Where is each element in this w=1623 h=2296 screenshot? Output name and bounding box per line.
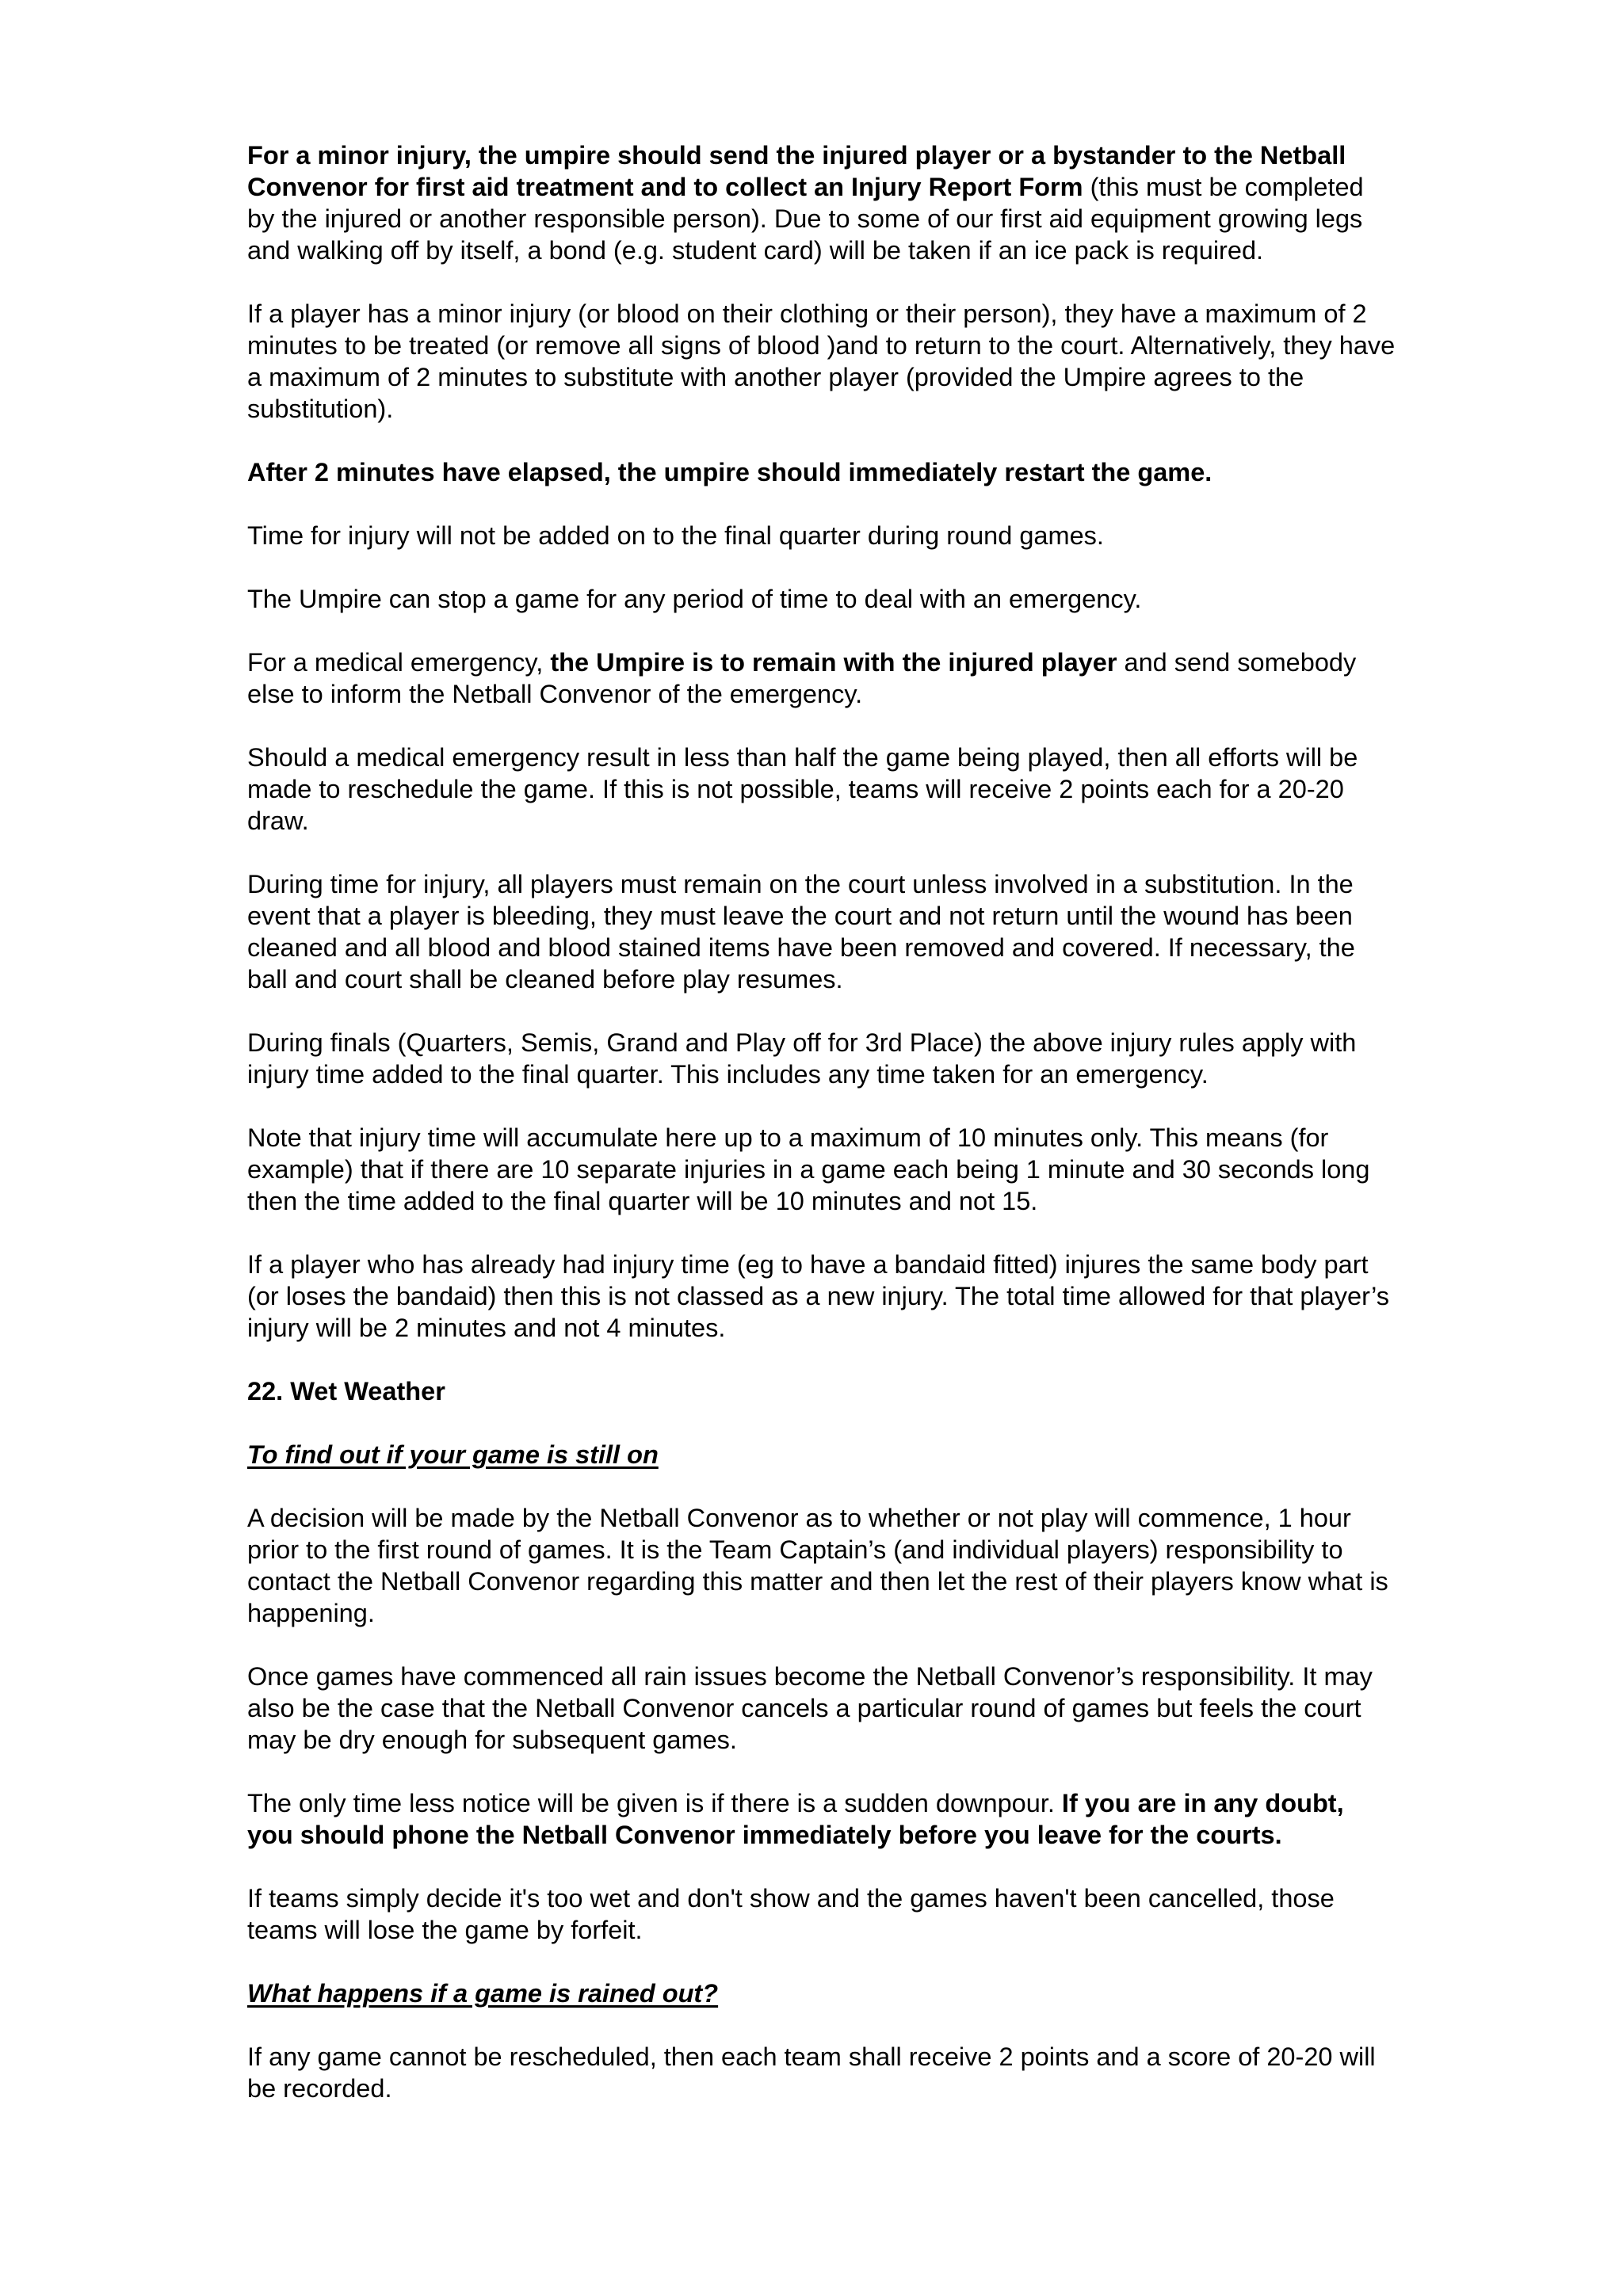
text-run: If any game cannot be rescheduled, then each team shall receive 2 points and a score of 20-20 will be recorded. bbox=[247, 2042, 1376, 2103]
body-paragraph bbox=[247, 1661, 1396, 1756]
section-heading bbox=[247, 1375, 1396, 1407]
body-paragraph bbox=[247, 1249, 1396, 1344]
document-body bbox=[247, 139, 1396, 2136]
text-run: (this must be completed by the injured or another responsible person). Due to some of our first aid equipment growing legs and walking off by itself, a bond (e.g. student card) will be taken if an ice pack is required. bbox=[247, 173, 1364, 265]
bold-text-run: 22. Wet Weather bbox=[247, 1377, 445, 1405]
body-paragraph bbox=[247, 1122, 1396, 1217]
text-run: The Umpire can stop a game for any period of time to deal with an emergency. bbox=[247, 585, 1142, 613]
bold-text-run: the Umpire is to remain with the injured player bbox=[550, 648, 1117, 677]
text-run: If a player who has already had injury time (eg to have a bandaid fitted) injures the same body part (or loses the bandaid) then this is not classed as a new injury. The total time allowed for that player’s injury will be 2 minutes and not 4 minutes. bbox=[247, 1250, 1389, 1342]
text-run: During time for injury, all players must remain on the court unless involved in a substitution. In the event that a player is bleeding, they must leave the court and not return until the wound has been cleaned and all blood and blood stained items have been removed and covered. If necessary, the ball and court shall be cleaned before play resumes. bbox=[247, 870, 1355, 994]
body-paragraph bbox=[247, 2041, 1396, 2104]
body-paragraph bbox=[247, 1882, 1396, 1946]
body-paragraph bbox=[247, 646, 1396, 710]
text-run: If teams simply decide it's too wet and don't show and the games haven't been cancelled, those teams will lose the game by forfeit. bbox=[247, 1884, 1335, 1944]
body-paragraph bbox=[247, 1787, 1396, 1851]
text-run: Once games have commenced all rain issues become the Netball Convenor’s responsibility. It may also be the case that the Netball Convenor cancels a particular round of games but feels the court may be dry enough for subsequent games. bbox=[247, 1662, 1373, 1754]
text-run: For a medical emergency, bbox=[247, 648, 551, 677]
bold-text-run: For a minor injury, the umpire should send the injured player or a bystander to the Netball Convenor for first aid treatment and to collect an Injury Report Form bbox=[247, 141, 1346, 201]
body-paragraph bbox=[247, 583, 1396, 615]
body-paragraph bbox=[247, 1027, 1396, 1090]
text-run: Should a medical emergency result in less than half the game being played, then all efforts will be made to reschedule the game. If this is not possible, teams will receive 2 points each for a 20-20 draw. bbox=[247, 743, 1358, 835]
body-paragraph bbox=[247, 456, 1396, 488]
text-run: During finals (Quarters, Semis, Grand and Play off for 3rd Place) the above injury rules apply with injury time added to the final quarter. This includes any time taken for an emergency. bbox=[247, 1028, 1357, 1089]
text-run: and send somebody else to inform the Netball Convenor of the emergency. bbox=[247, 648, 1357, 708]
text-run: Time for injury will not be added on to the final quarter during round games. bbox=[247, 521, 1104, 550]
body-paragraph bbox=[247, 1502, 1396, 1629]
bold-text-run: After 2 minutes have elapsed, the umpire should immediately restart the game. bbox=[247, 458, 1212, 486]
section-subheading bbox=[247, 1439, 1396, 1470]
text-run: If a player has a minor injury (or blood on their clothing or their person), they have a maximum of 2 minutes to be treated (or remove all signs of blood )and to return to the court. Alternatively, they have a maximum of 2 minutes to substitute with another player (provided the Umpire agrees to the substitution). bbox=[247, 299, 1396, 423]
body-paragraph bbox=[247, 520, 1396, 551]
body-paragraph bbox=[247, 139, 1396, 266]
body-paragraph bbox=[247, 742, 1396, 837]
text-run: A decision will be made by the Netball Convenor as to whether or not play will commence, 1 hour prior to the first round of games. It is the Team Captain’s (and individual players) responsibility to contact the Netball Convenor regarding this matter and then let the rest of their players know what is happening. bbox=[247, 1504, 1388, 1627]
text-run: Note that injury time will accumulate here up to a maximum of 10 minutes only. This means (for example) that if there are 10 separate injuries in a game each being 1 minute and 30 seconds long then the time added to the final quarter will be 10 minutes and not 15. bbox=[247, 1123, 1370, 1215]
section-subheading bbox=[247, 1978, 1396, 2009]
body-paragraph bbox=[247, 868, 1396, 995]
text-run: The only time less notice will be given is if there is a sudden downpour. bbox=[247, 1789, 1062, 1817]
bold-text-run: If you are in any doubt, you should phone the Netball Convenor immediately before you leave for the courts. bbox=[247, 1789, 1344, 1849]
body-paragraph bbox=[247, 298, 1396, 425]
bold-text-run: To find out if your game is still on bbox=[247, 1440, 659, 1469]
bold-text-run: What happens if a game is rained out? bbox=[247, 1979, 719, 2008]
